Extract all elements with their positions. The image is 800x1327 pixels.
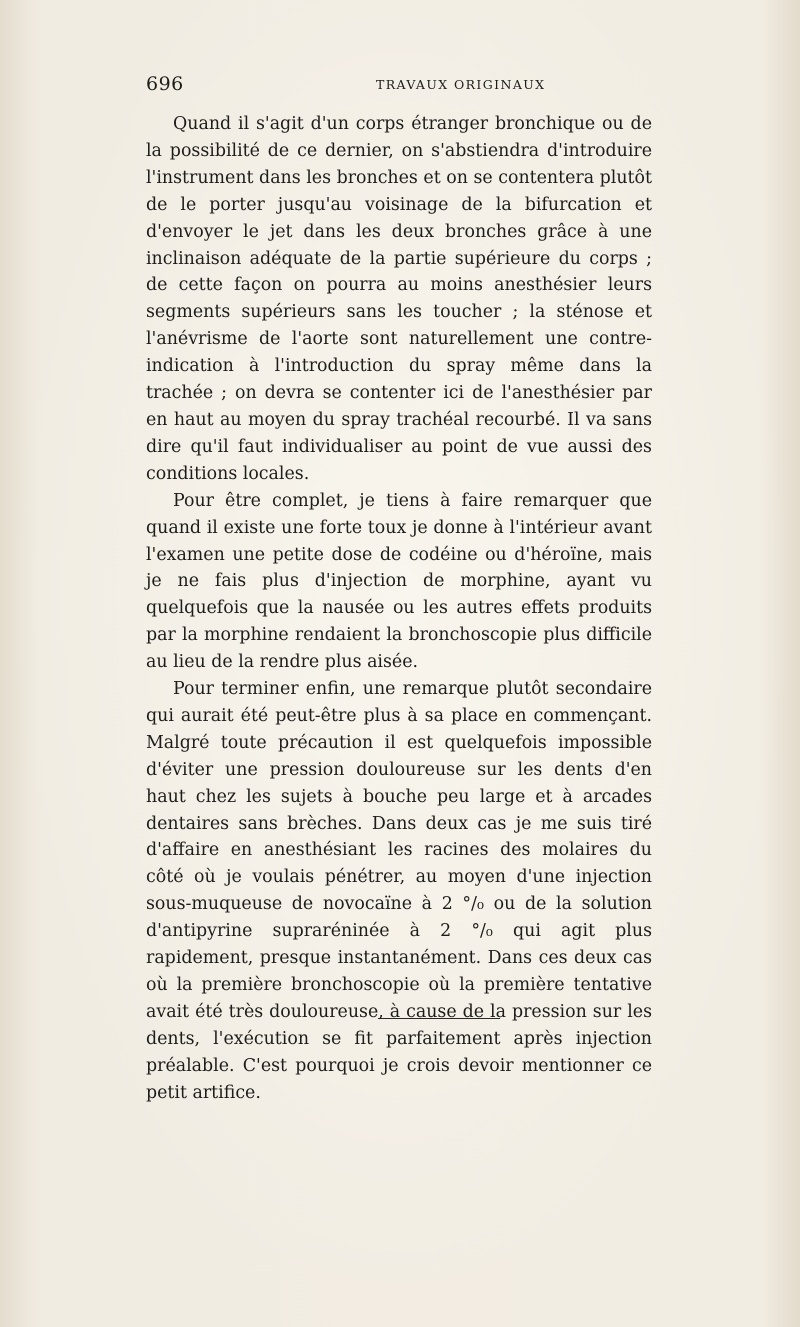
section-end-rule bbox=[378, 1018, 500, 1019]
body-text bbox=[146, 111, 652, 1107]
page-number: 696 bbox=[146, 73, 184, 95]
page-header bbox=[146, 73, 658, 97]
paragraph-2: Pour être complet, je tiens à faire remarquer que quand il existe une forte toux je donne à l'intérieur avant l'examen une petite dose de codéine ou d'héroïne, mais je ne fais plus d'injection de morphine, ayant vu quelquefois que la nausée ou les autres effets produits par la morphine rendaient la bronchoscopie plus difficile au lieu de la rendre plus aisée. bbox=[146, 490, 652, 673]
running-head: TRAVAUX ORIGINAUX bbox=[376, 77, 546, 92]
paragraph-3: Pour terminer enfin, une remarque plutôt secondaire qui aurait été peut-être plus à sa place en commençant. Malgré toute précaution il est quelquefois impossible d'éviter une pression douloureuse sur les dents d'en haut chez les sujets à bouche peu large et à arcades dentaires sans brèches. Dans deux cas je me suis tiré d'affaire en anesthésiant les racines des molaires du côté où je voulais pénétrer, au moyen d'une injection sous-muqueuse de novocaïne à 2 °/₀ ou de la solution d'antipyrine supraréninée à 2 °/₀ qui agit plus rapidement, presque instantanément. Dans ces deux cas où la première bronchoscopie où la première tentative avait été très douloureuse, à cause de la pression sur les dents, l'exécution se fit parfaitement après injection préalable. C'est pourquoi je crois devoir mentionner ce petit artifice. bbox=[146, 679, 652, 1103]
paragraph-1: Quand il s'agit d'un corps étranger bronchique ou de la possibilité de ce dernier, on s'abstiendra d'introduire l'instrument dans les bronches et on se contentera plutôt de le porter jusqu'au voisinage de la bifurcation et d'envoyer le jet dans les deux bronches grâce à une inclinaison adéquate de la partie supérieure du corps ; de cette façon on pourra au moins anesthésier leurs segments supérieurs sans les toucher ; la sténose et l'anévrisme de l'aorte sont naturellement une contre-indication à l'introduction du spray même dans la trachée ; on devra se contenter ici de l'anesthésier par en haut au moyen du spray trachéal recourbé. Il va sans dire qu'il faut individualiser au point de vue aussi des conditions locales. bbox=[146, 114, 652, 484]
